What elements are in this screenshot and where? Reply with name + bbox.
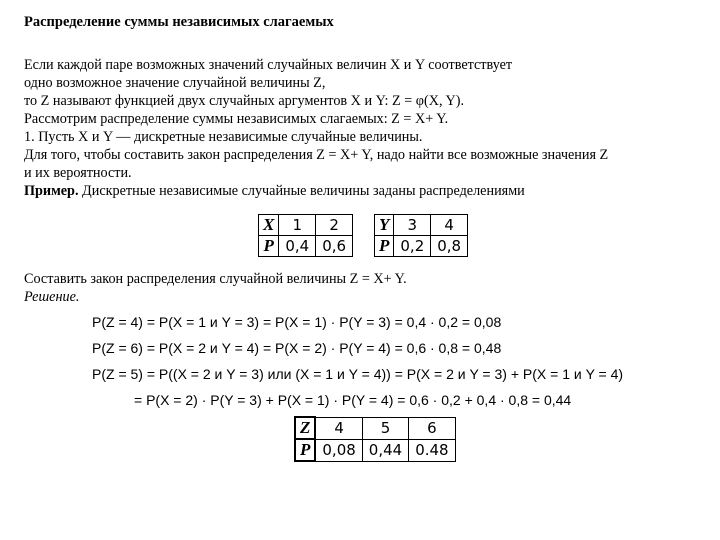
table-row — [375, 215, 468, 236]
example-line — [24, 182, 704, 200]
intro-line: одно возможное значение случайной величины Z, — [24, 75, 326, 91]
table-header-y: Y — [375, 215, 394, 236]
table-header-z: Z — [295, 417, 315, 439]
intro-line: и их вероятности. — [24, 165, 132, 181]
formula-line: P(Z = 4) = P(X = 1 и Y = 3) = P(X = 1) · P(Y = 3) = 0,4 · 0,2 = 0,08 — [92, 314, 502, 330]
intro-line: то Z называют функцией двух случайных аргументов X и Y: Z = φ(X, Y). — [24, 93, 465, 109]
table-row — [295, 417, 455, 439]
formula-line: P(Z = 5) = P((X = 2 и Y = 3) или (X = 1 и Y = 4)) = P(X = 2 и Y = 3) + P(X = 1 и Y = 4) — [92, 366, 624, 382]
formulas — [92, 310, 623, 414]
intro-line: Если каждой паре возможных значений случайных величин X и Y соответствует — [24, 57, 513, 73]
table-cell: 1 — [279, 215, 316, 236]
distribution-table-y — [374, 214, 468, 257]
table-row — [259, 236, 353, 257]
table-cell: 4 — [431, 215, 468, 236]
example-text: Дискретные независимые случайные величины заданы распределениями — [78, 183, 525, 199]
table-row — [375, 236, 468, 257]
table-cell: 2 — [316, 215, 353, 236]
table-row — [295, 439, 455, 461]
table-cell: 0,2 — [394, 236, 431, 257]
table-cell: 0,6 — [316, 236, 353, 257]
distribution-table-x — [258, 214, 353, 257]
table-header-x: X — [259, 215, 279, 236]
intro-line: 1. Пусть X и Y — дискретные независимые случайные величины. — [24, 129, 423, 145]
table-cell: 0,44 — [362, 439, 408, 461]
table-header-p: P — [259, 236, 279, 257]
table-cell: 0.48 — [409, 439, 455, 461]
table-header-p: P — [375, 236, 394, 257]
task-text — [24, 270, 407, 306]
formula-line: P(Z = 6) = P(X = 2 и Y = 4) = P(X = 2) · P(Y = 4) = 0,6 · 0,8 = 0,48 — [92, 340, 502, 356]
table-cell: 0,4 — [279, 236, 316, 257]
table-cell: 0,8 — [431, 236, 468, 257]
distribution-table-z — [294, 416, 456, 462]
table-cell: 0,08 — [315, 439, 362, 461]
example-label: Пример. — [24, 183, 79, 199]
intro-line: Рассмотрим распределение суммы независимых слагаемых: Z = X+ Y. — [24, 111, 449, 127]
solution-label: Решение. — [24, 289, 80, 305]
table-cell: 5 — [362, 417, 408, 439]
table-cell: 3 — [394, 215, 431, 236]
table-cell: 4 — [315, 417, 362, 439]
task-line: Составить закон распределения случайной величины Z = X+ Y. — [24, 271, 407, 287]
page-title: Распределение суммы независимых слагаемых — [24, 14, 334, 30]
intro-text — [24, 56, 704, 200]
table-row — [259, 215, 353, 236]
formula-line: = P(X = 2) · P(Y = 3) + P(X = 1) · P(Y = 4) = 0,6 · 0,2 + 0,4 · 0,8 = 0,44 — [134, 392, 572, 408]
table-cell: 6 — [409, 417, 455, 439]
intro-line: Для того, чтобы составить закон распределения Z = X+ Y, надо найти все возможные значения Z — [24, 147, 609, 163]
table-header-p: P — [295, 439, 315, 461]
